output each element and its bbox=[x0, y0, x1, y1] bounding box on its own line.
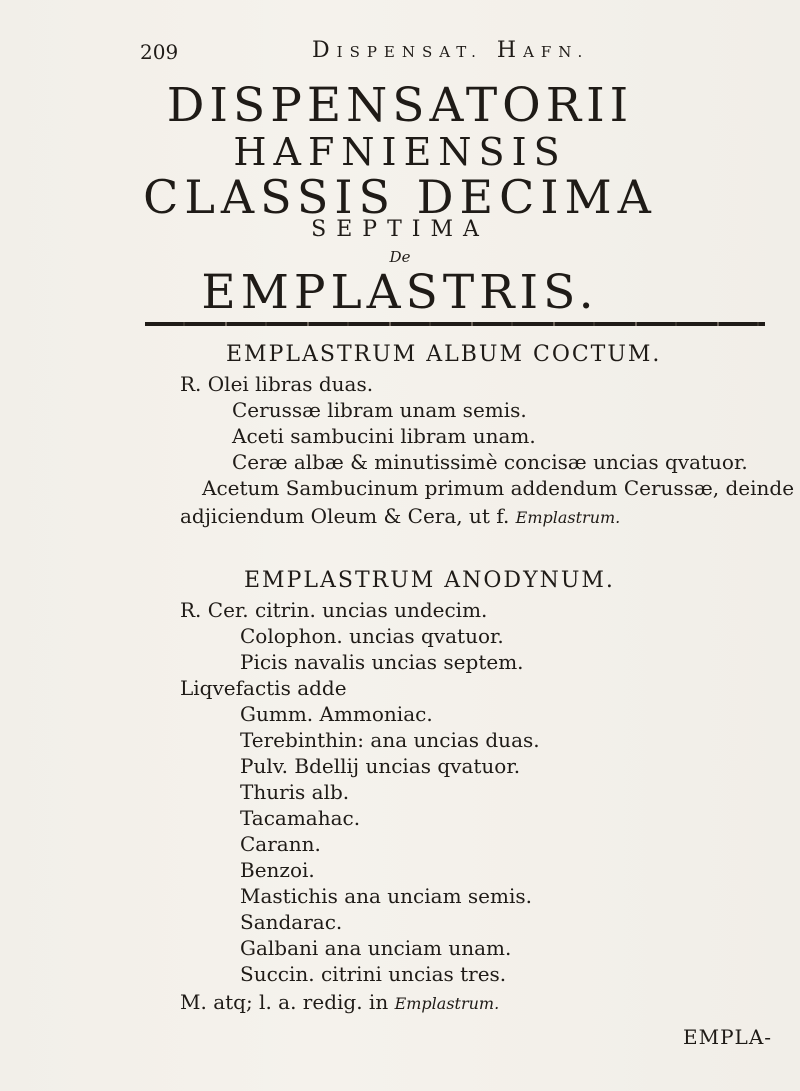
recipe-line: Cerussæ libram unam semis. bbox=[232, 398, 527, 422]
recipe-line: Picis navalis uncias septem. bbox=[240, 650, 524, 674]
title-line-4: SEPTIMA bbox=[311, 217, 489, 242]
recipe-line: Carann. bbox=[240, 832, 321, 856]
running-head bbox=[312, 38, 589, 63]
recipe-line: Liqvefactis adde bbox=[180, 676, 347, 700]
title-line-3: CLASSIS DECIMA bbox=[143, 170, 657, 224]
running-head-text: ISPENSAT. bbox=[336, 43, 483, 61]
title-line-2: HAFNIENSIS bbox=[233, 130, 567, 174]
running-head-text-2: AFN. bbox=[523, 43, 590, 61]
title-line-5: De bbox=[389, 248, 411, 266]
recipe-heading-album: EMPLASTRUM ALBUM COCTUM. bbox=[226, 342, 662, 367]
recipe-line: Thuris alb. bbox=[240, 780, 350, 804]
recipe-text: adjiciendum Oleum & Cera, ut f. bbox=[180, 504, 510, 528]
recipe-line: Tacamahac. bbox=[240, 806, 361, 830]
recipe-line: Colophon. uncias qvatuor. bbox=[240, 624, 504, 648]
recipe-line-last bbox=[180, 990, 499, 1014]
title-line-1: DISPENSATORII bbox=[166, 78, 634, 133]
recipe-line: Mastichis ana unciam semis. bbox=[240, 884, 532, 908]
page-number: 209 bbox=[140, 40, 179, 64]
recipe-line: Succin. citrini uncias tres. bbox=[240, 962, 507, 986]
recipe-line: Ceræ albæ & minutissimè concisæ uncias qvatuor. bbox=[232, 450, 748, 474]
recipe-line: Sandarac. bbox=[240, 910, 343, 934]
recipe-line: Terebinthin: ana uncias duas. bbox=[240, 728, 540, 752]
recipe-line: Gumm. Ammoniac. bbox=[240, 702, 433, 726]
recipe-line: Aceti sambucini libram unam. bbox=[232, 424, 536, 448]
recipe-line: R. Olei libras duas. bbox=[180, 372, 374, 396]
recipe-line: Pulv. Bdellij uncias qvatuor. bbox=[240, 754, 521, 778]
recipe-line: R. Cer. citrin. uncias undecim. bbox=[180, 598, 488, 622]
catchword: EMPLA- bbox=[683, 1025, 773, 1049]
running-head-initial-2: H bbox=[496, 38, 524, 63]
recipe-line-last bbox=[180, 504, 620, 528]
recipe-italic-word: Emplastrum. bbox=[394, 994, 500, 1013]
recipe-line: Benzoi. bbox=[240, 858, 315, 882]
recipe-line: Galbani ana unciam unam. bbox=[240, 936, 512, 960]
recipe-text: M. atq; l. a. redig. in bbox=[180, 990, 389, 1014]
recipe-line: Acetum Sambucinum primum addendum Cerussæ, deinde bbox=[202, 476, 795, 500]
recipe-italic-word: Emplastrum. bbox=[515, 508, 621, 527]
recipe-heading-anodynum: EMPLASTRUM ANODYNUM. bbox=[244, 568, 615, 593]
ornamental-rule bbox=[145, 322, 765, 326]
running-head-initial: D bbox=[312, 38, 337, 63]
title-line-6: EMPLASTRIS. bbox=[201, 265, 599, 320]
